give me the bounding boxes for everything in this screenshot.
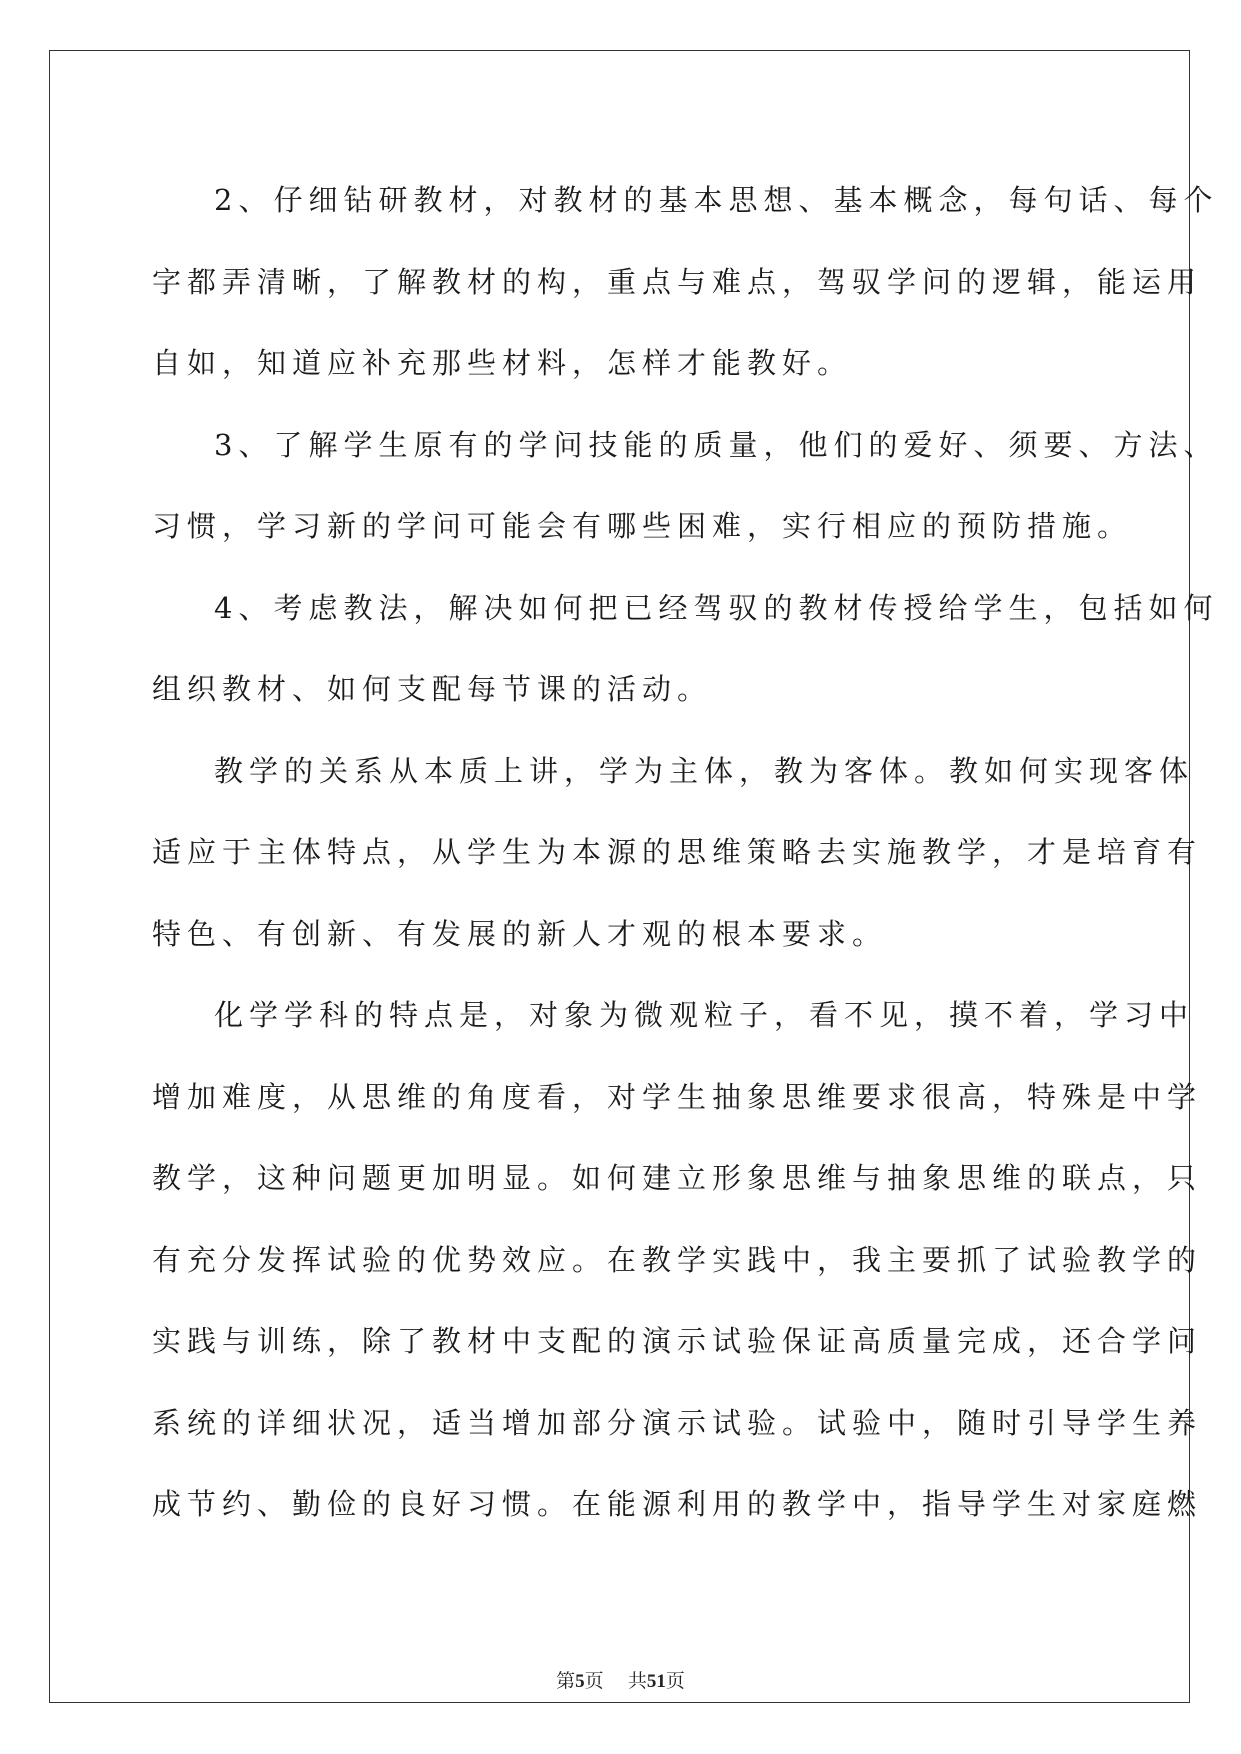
paragraph-4 [152,731,1203,976]
text-line: 有充分发挥试验的优势效应。在教学实践中，我主要抓了试验教学的 [152,1242,1203,1277]
text-line: 化学学科的特点是，对象为微观粒子，看不见，摸不着，学习中 [214,998,1195,1032]
paragraph-1 [152,160,1219,405]
text-line: 教学，这种问题更加明显。如何建立形象思维与抽象思维的联点，只 [152,1161,1203,1195]
text-line: 习惯，学习新的学问可能会有哪些困难，实行相应的预防措施。 [152,509,1133,543]
text-line: 2、仔细钻研教材，对教材的基本思想、基本概念，每句话、每个 [214,183,1219,217]
text-line: 组织教材、如何支配每节课的活动。 [152,672,713,706]
paragraph-3 [152,568,1219,731]
footer-page-suffix: 页 [584,1670,604,1692]
text-line: 实践与训练，除了教材中支配的演示试验保证高质量完成，还合学问 [152,1324,1203,1358]
text-line: 特色、有创新、有发展的新人才观的根本要求。 [152,916,888,951]
text-line: 4、考虑教法，解决如何把已经驾驭的教材传授给学生，包括如何 [214,590,1219,625]
text-line: 自如，知道应补充那些材料，怎样才能教好。 [152,346,853,380]
text-line: 字都弄清晰，了解教材的构，重点与难点，驾驭学问的逻辑，能运用 [152,264,1203,299]
page-footer [0,1666,1241,1693]
page-number: 5 [575,1671,585,1692]
document-body [152,160,1219,1546]
footer-prefix: 第 [556,1670,576,1692]
text-line: 适应于主体特点，从学生为本源的思维策略去实施教学，才是培育有 [152,835,1203,869]
text-line: 教学的关系从本质上讲，学为主体，教为客体。教如何实现客体 [214,753,1195,788]
paragraph-2 [152,405,1219,568]
text-line: 系统的详细状况，适当增加部分演示试验。试验中，随时引导学生养 [152,1405,1203,1440]
footer-total-suffix: 页 [665,1670,685,1692]
footer-total-prefix: 共 [627,1670,647,1692]
text-line: 3、了解学生原有的学问技能的质量，他们的爱好、须要、方法、 [214,427,1219,462]
text-line: 成节约、勤俭的良好习惯。在能源利用的教学中，指导学生对家庭燃 [152,1487,1203,1521]
total-pages: 51 [646,1671,666,1692]
paragraph-5 [152,975,1203,1546]
text-line: 增加难度，从思维的角度看，对学生抽象思维要求很高，特殊是中学 [152,1079,1203,1114]
